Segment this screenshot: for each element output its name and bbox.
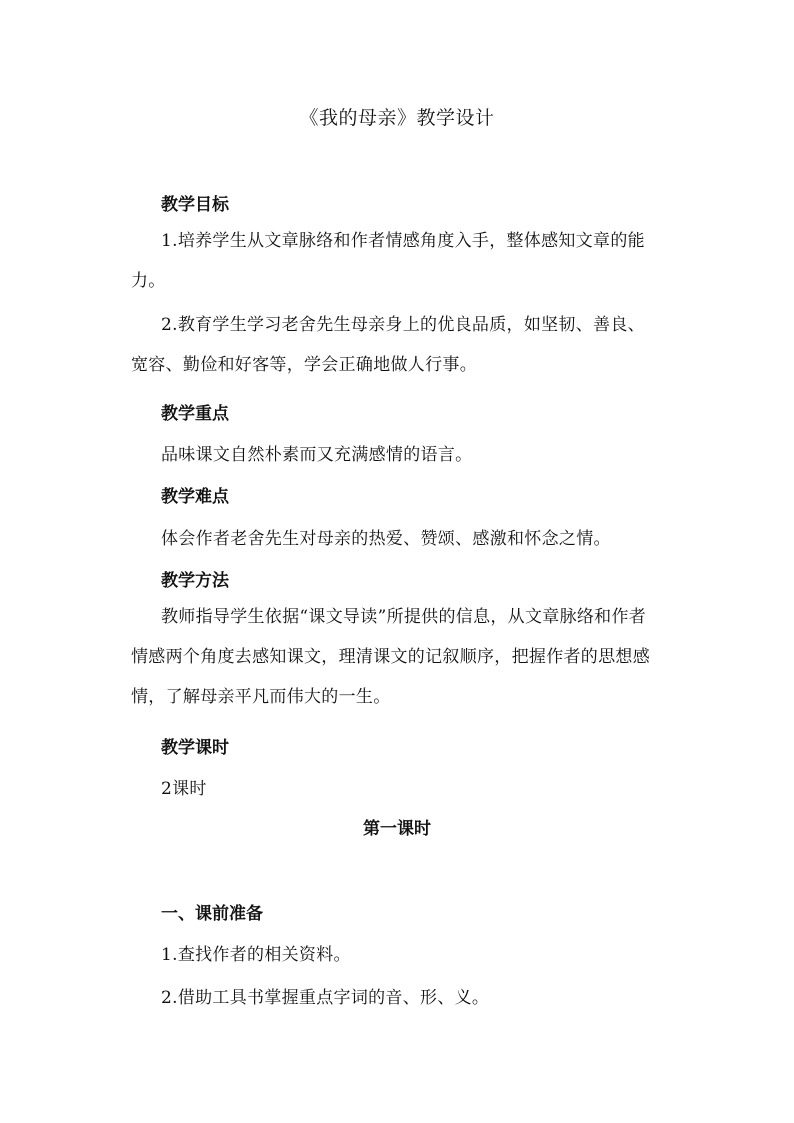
key-point-text: 品味课文自然朴素而又充满感情的语言。 [161, 445, 473, 465]
difficulty-heading: 教学难点 [161, 487, 229, 507]
document-title: 《我的母亲》教学设计 [299, 107, 495, 129]
method-heading: 教学方法 [161, 571, 229, 591]
objective-item-1: 1.培养学生从文章脉络和作者情感角度入手，整体感知文章的能力。 [131, 231, 645, 291]
method-text: 教师指导学生依据“课文导读”所提供的信息，从文章脉络和作者情感两个角度去感知课文，理清课文的记叙顺序，把握作者的思想感情，了解母亲平凡而伟大的一生。 [131, 607, 650, 707]
hours-text: 2课时 [161, 779, 207, 799]
hours-heading: 教学课时 [161, 738, 229, 758]
objective-item-2: 2.教育学生学习老舍先生母亲身上的优良品质，如坚韧、善良、宽容、勤俭和好客等，学会正确地做人行事。 [131, 315, 645, 375]
key-point-heading: 教学重点 [161, 404, 229, 424]
preparation-item-2: 2.借助工具书掌握重点字词的音、形、义。 [161, 988, 490, 1008]
preparation-heading: 一、课前准备 [161, 904, 263, 924]
lesson-one-title: 第一课时 [363, 819, 431, 839]
objectives-heading: 教学目标 [161, 195, 229, 215]
difficulty-text: 体会作者老舍先生对母亲的热爱、赞颂、感激和怀念之情。 [161, 529, 611, 549]
preparation-item-1: 1.查找作者的相关资料。 [161, 945, 351, 965]
